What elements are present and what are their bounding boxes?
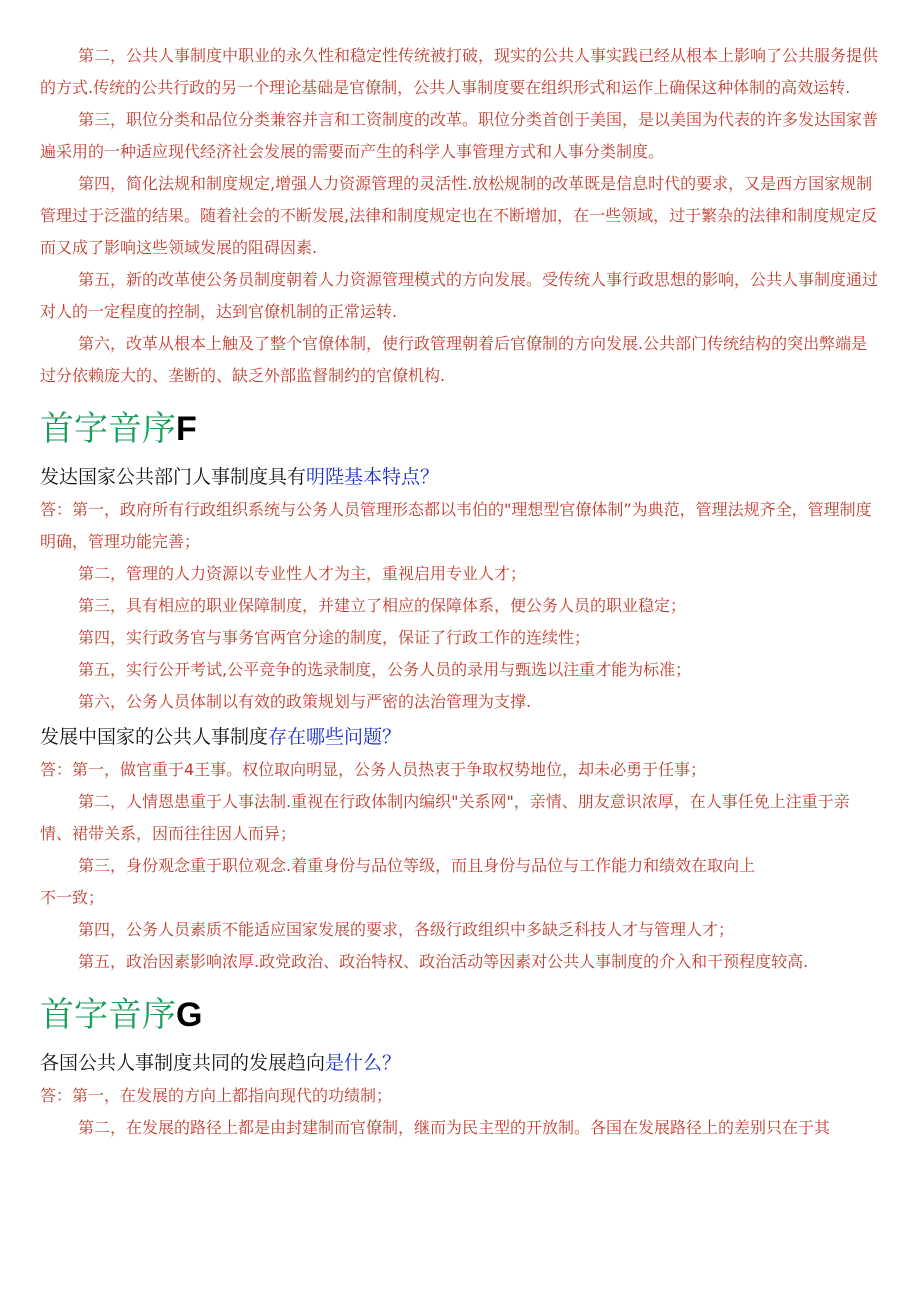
question-highlight: 明陛基本特点？ — [306, 466, 440, 488]
answer-line: 第六，公务人员体制以有效的政策规划与严密的法治管理为支撑. — [78, 692, 532, 711]
document-page — [40, 40, 880, 1144]
answer-line: 第五，政治因素影响浓厚.政党政治、政治特权、政治活动等因素对公共人事制度的介入和干预程度较高. — [78, 952, 809, 971]
answer-line: 答：第一，做官重于4王事。权位取向明显，公务人员热衷于争取权势地位，却未必勇于任事； — [40, 760, 707, 779]
question-text: 各国公共人事制度共同的发展趋向 — [40, 1052, 326, 1074]
answer-line: 答：第一，政府所有行政组织系统与公务人员管理形态都以韦伯的"理想型官僚体制”为典范，管理法规齐全，管理制度明确，管理功能完善； — [40, 500, 872, 551]
section-heading-f — [40, 404, 880, 454]
section-heading-letter: G — [176, 996, 203, 1034]
answer-line: 答：第一，在发展的方向上都指向现代的功绩制； — [40, 1086, 393, 1105]
question-text: 发展中国家的公共人事制度 — [40, 726, 269, 748]
answer-line: 第三，具有相应的职业保障制度，并建立了相应的保障体系，便公务人员的职业稳定； — [78, 596, 687, 615]
answer-line: 第三，身份观念重于职位观念.着重身份与品位等级，而且身份与品位与工作能力和绩效在取向上 — [78, 856, 756, 875]
section-heading-letter: F — [176, 410, 197, 448]
question-text: 发达国家公共部门人事制度具有 — [40, 466, 307, 488]
section-heading-g — [40, 990, 880, 1040]
intro-paragraph-5: 第五，新的改革使公务员制度朝着人力资源管理模式的方向发展。受传统人事行政思想的影响，公共人事制度通过对人的一定程度的控制，达到官僚机制的正常运转. — [40, 270, 879, 321]
intro-paragraph-4: 第四，简化法规和制度规定,增强人力资源管理的灵活性.放松规制的改革既是信息时代的要求，又是西方国家规制管理过于泛滥的结果。随着社会的不断发展,法律和制度规定也在不断增加，在一些领域，过于繁杂的法律和制度规定反而又成了影响这些领域发展的阻碍因素. — [40, 174, 878, 257]
question-heading — [40, 1046, 880, 1080]
question-highlight: 是什么？ — [325, 1052, 402, 1074]
answer-line: 第四，实行政务官与事务官两官分途的制度，保证了行政工作的连续性； — [78, 628, 591, 647]
question-heading — [40, 460, 880, 494]
answer-line: 第二，在发展的路径上都是由封建制而官僚制，继而为民主型的开放制。各国在发展路径上的差别只在于其 — [78, 1118, 831, 1137]
intro-paragraph-6: 第六，改革从根本上触及了整个官僚体制，使行政管理朝着后官僚制的方向发展.公共部门传统结构的突出弊端是过分依赖庞大的、垄断的、缺乏外部监督制约的官僚机构. — [40, 334, 868, 385]
answer-line: 不一致； — [40, 888, 105, 907]
question-highlight: 存在哪些问题？ — [268, 726, 402, 748]
question-heading — [40, 720, 880, 754]
answer-line: 第二，管理的人力资源以专业性人才为主，重视启用专业人才； — [78, 564, 527, 583]
intro-paragraph-3: 第三，职位分类和品位分类兼容并言和工资制度的改革。职位分类首创于美国，是以美国为代表的许多发达国家普遍采用的一种适应现代经济社会发展的需要而产生的科学人事管理方式和人事分类制度。 — [40, 110, 879, 161]
answer-line: 第五，实行公开考试,公平竞争的选录制度，公务人员的录用与甄选以注重才能为标准； — [78, 660, 692, 679]
answer-line: 第四，公务人员素质不能适应国家发展的要求，各级行政组织中多缺乏科技人才与管理人才； — [78, 920, 735, 939]
intro-paragraph-2: 第二，公共人事制度中职业的永久性和稳定性传统被打破，现实的公共人事实践已经从根本上影响了公共服务提供的方式.传统的公共行政的另一个理论基础是官僚制，公共人事制度要在组织形式和运作上确保这种体制的高效运转. — [40, 46, 879, 97]
section-heading-label: 首字音序 — [40, 995, 176, 1035]
answer-line: 第二，人情恩患重于人事法制.重视在行政体制内编织"关系网"，亲情、朋友意识浓厚，在人事任免上注重于亲情、裙带关系，因而往往因人而异； — [40, 792, 850, 843]
section-heading-label: 首字音序 — [40, 409, 176, 449]
